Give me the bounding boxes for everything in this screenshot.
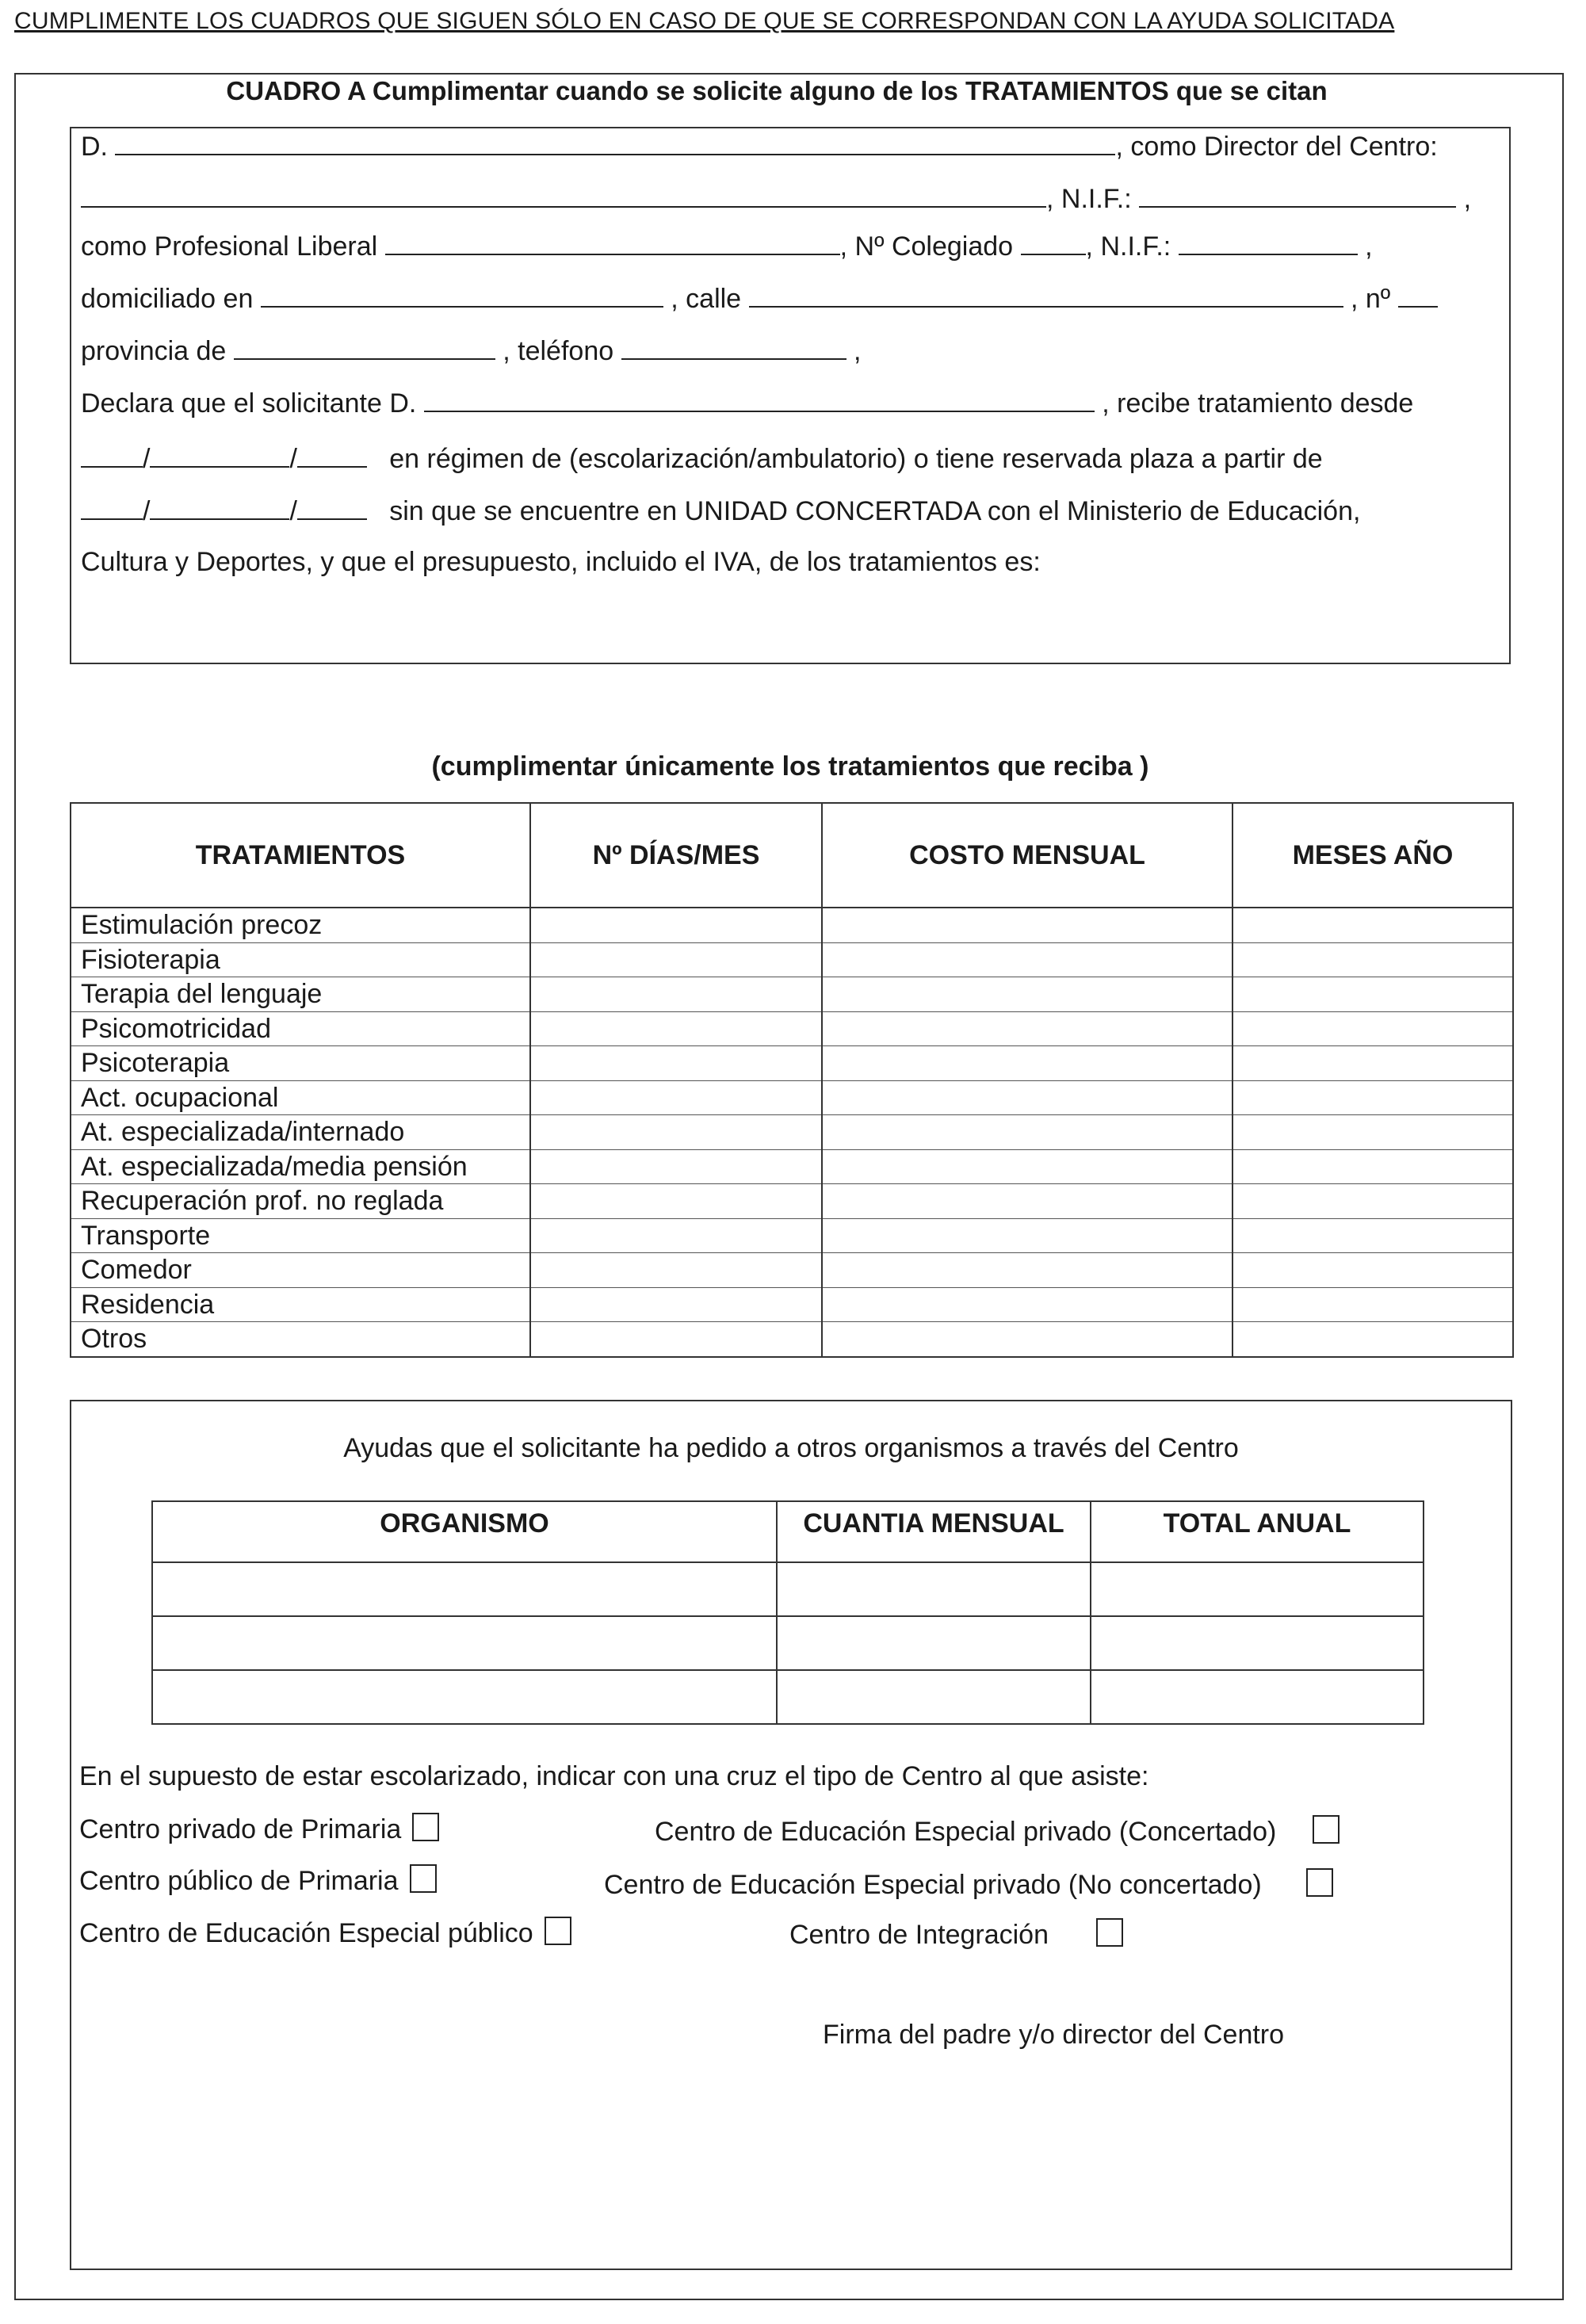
meses-cell[interactable] [1232,1115,1513,1150]
costo-cell[interactable] [822,1011,1232,1046]
dias-cell[interactable] [530,1322,822,1357]
table-row [71,942,1513,977]
label-calle: , calle [671,284,742,314]
table-row [152,1562,1424,1616]
unidad-concertada-text: sin que se encuentre en UNIDAD CONCERTADA con el Ministerio de Educación, [389,496,1361,526]
table-row [71,1080,1513,1115]
col-dias-mes: Nº DÍAS/MES [530,803,822,908]
option-ee-publico [79,1917,571,1949]
option-ee-concertado [655,1815,1340,1848]
treatment-name: Residencia [71,1287,530,1322]
costo-cell[interactable] [822,1046,1232,1081]
numero-field[interactable] [1398,284,1438,308]
dia-desde-field[interactable] [81,444,143,468]
colegiado-field[interactable] [1021,231,1086,255]
treatment-name: Terapia del lenguaje [71,977,530,1012]
centro-field[interactable] [81,184,1046,208]
table-row [71,1218,1513,1253]
treatment-name: Psicoterapia [71,1046,530,1081]
treatment-name: Estimulación precoz [71,908,530,942]
firma-label: Firma del padre y/o director del Centro [823,2020,1285,2050]
cuantia-cell[interactable] [777,1670,1091,1724]
provincia-field[interactable] [234,336,495,360]
costo-cell[interactable] [822,1287,1232,1322]
total-cell[interactable] [1091,1670,1424,1724]
meses-cell[interactable] [1232,942,1513,977]
dias-cell[interactable] [530,1046,822,1081]
costo-cell[interactable] [822,942,1232,977]
anio-plaza-field[interactable] [297,496,367,520]
label-recibe-tratamiento: , recibe tratamiento desde [1102,388,1414,419]
checkbox-ee-publico[interactable] [545,1917,571,1945]
dias-cell[interactable] [530,1253,822,1288]
col-costo-mensual: COSTO MENSUAL [822,803,1232,908]
table-row [71,1011,1513,1046]
organismos-header-row [152,1501,1424,1562]
treatment-name: Act. ocupacional [71,1080,530,1115]
meses-cell[interactable] [1232,908,1513,942]
col-meses-anio: MESES AÑO [1232,803,1513,908]
treatment-name: Otros [71,1322,530,1357]
meses-cell[interactable] [1232,1218,1513,1253]
meses-cell[interactable] [1232,1253,1513,1288]
dias-cell[interactable] [530,1011,822,1046]
costo-cell[interactable] [822,1115,1232,1150]
tratamientos-table [70,802,1514,1358]
table-row [71,1046,1513,1081]
costo-cell[interactable] [822,1253,1232,1288]
checkbox-publico-primaria[interactable] [410,1864,437,1893]
costo-cell[interactable] [822,1322,1232,1357]
label-nif: , N.I.F.: [1046,184,1132,214]
option-privado-primaria [79,1813,439,1845]
cuadro-a-title: CUADRO A Cumplimentar cuando se solicite alguno de los TRATAMIENTOS que se citan [226,76,1328,105]
nombre-director-field[interactable] [115,132,1115,155]
table-row [71,1253,1513,1288]
organismo-cell[interactable] [152,1616,777,1670]
meses-cell[interactable] [1232,1011,1513,1046]
meses-cell[interactable] [1232,1287,1513,1322]
option-ee-no-concertado [604,1868,1333,1901]
organismos-table [151,1500,1424,1725]
treatment-name: At. especializada/media pensión [71,1149,530,1184]
table-row [71,908,1513,942]
profesional-field[interactable] [385,231,840,255]
regimen-text: en régimen de (escolarización/ambulatorio) o tiene reservada plaza a partir de [389,444,1323,474]
dia-plaza-field[interactable] [81,496,143,520]
label-nif-2: , N.I.F.: [1085,231,1171,262]
mes-plaza-field[interactable] [150,496,289,520]
option-integracion [789,1918,1123,1951]
table-row [71,977,1513,1012]
dias-cell[interactable] [530,942,822,977]
domicilio-line [81,284,1438,315]
table-row [71,1184,1513,1219]
col-organismo: ORGANISMO [152,1501,777,1562]
tratamientos-subtitle: (cumplimentar únicamente los tratamientos que reciba ) [431,751,1149,782]
costo-cell[interactable] [822,1184,1232,1219]
costo-cell[interactable] [822,1218,1232,1253]
table-row [71,1149,1513,1184]
treatment-name: Psicomotricidad [71,1011,530,1046]
col-cuantia-mensual: CUANTIA MENSUAL [777,1501,1091,1562]
nif-profesional-field[interactable] [1179,231,1358,255]
meses-cell[interactable] [1232,977,1513,1012]
col-tratamientos: TRATAMIENTOS [71,803,530,908]
ayudas-title: Ayudas que el solicitante ha pedido a otros organismos a través del Centro [343,1433,1239,1463]
costo-cell[interactable] [822,1080,1232,1115]
nif-field[interactable] [1139,184,1456,208]
telefono-field[interactable] [621,336,847,360]
table-row [71,1115,1513,1150]
checkbox-integracion[interactable] [1096,1918,1123,1947]
page-header: CUMPLIMENTE LOS CUADROS QUE SIGUEN SÓLO EN CASO DE QUE SE CORRESPONDAN CON LA AYUDA SOLICITADA [14,8,1395,34]
option-label: Centro privado de Primaria [79,1814,402,1844]
option-label: Centro público de Primaria [79,1866,399,1896]
fecha-plaza-line: / / sin que se encuentre en UNIDAD CONCERTADA con el Ministerio de Educación, [81,496,1360,527]
table-row [71,1287,1513,1322]
treatment-name: Comedor [71,1253,530,1288]
dias-cell[interactable] [530,1218,822,1253]
provincia-line: provincia de , teléfono , [81,336,862,366]
tratamientos-header-row [71,803,1513,908]
dias-cell[interactable] [530,977,822,1012]
nif-line: , N.I.F.: , [81,184,1471,215]
costo-cell[interactable] [822,1149,1232,1184]
calle-field[interactable] [749,284,1343,308]
fecha-desde-line: / / en régimen de (escolarización/ambulatorio) o tiene reservada plaza a partir de [81,444,1323,475]
option-label: Centro de Educación Especial público [79,1918,533,1948]
profesional-line: como Profesional Liberal , Nº Colegiado , N.I.F.: , [81,231,1373,262]
label-d: D. [81,132,108,162]
cuadro-a-box [70,127,1511,664]
dias-cell[interactable] [530,1115,822,1150]
meses-cell[interactable] [1232,1046,1513,1081]
total-cell[interactable] [1091,1616,1424,1670]
label-numero: , nº [1351,284,1391,314]
dias-cell[interactable] [530,1184,822,1219]
treatment-name: Recuperación prof. no reglada [71,1184,530,1219]
checkbox-ee-no-concertado[interactable] [1306,1868,1333,1897]
dias-cell[interactable] [530,1080,822,1115]
domicilio-field[interactable] [261,284,663,308]
label-provincia: provincia de [81,336,227,366]
solicitante-field[interactable] [424,388,1095,412]
option-label: Centro de Educación Especial privado (No concertado) [604,1870,1262,1900]
meses-cell[interactable] [1232,1080,1513,1115]
meses-cell[interactable] [1232,1149,1513,1184]
label-director-centro: , como Director del Centro: [1115,132,1438,162]
table-row [152,1616,1424,1670]
treatment-name: Fisioterapia [71,942,530,977]
presupuesto-line: Cultura y Deportes, y que el presupuesto, incluido el IVA, de los tratamientos es: [81,547,1041,577]
total-cell[interactable] [1091,1562,1424,1616]
label-profesional-liberal: como Profesional Liberal [81,231,378,262]
organismo-cell[interactable] [152,1562,777,1616]
checkbox-ee-concertado[interactable] [1313,1815,1340,1844]
label-colegiado: , Nº Colegiado [839,231,1014,262]
solicitante-line [81,388,1413,419]
col-total-anual: TOTAL ANUAL [1091,1501,1424,1562]
table-row [152,1670,1424,1724]
director-line [81,132,1438,162]
option-publico-primaria [79,1864,437,1897]
table-row [71,1322,1513,1357]
cuantia-cell[interactable] [777,1562,1091,1616]
cuantia-cell[interactable] [777,1616,1091,1670]
meses-cell[interactable] [1232,1322,1513,1357]
treatment-name: At. especializada/internado [71,1115,530,1150]
option-label: Centro de Integración [789,1920,1049,1950]
label-telefono: , teléfono [503,336,614,366]
meses-cell[interactable] [1232,1184,1513,1219]
checkbox-privado-primaria[interactable] [412,1813,439,1841]
anio-desde-field[interactable] [297,444,367,468]
label-solicitante: Declara que el solicitante D. [81,388,417,419]
option-label: Centro de Educación Especial privado (Concertado) [655,1817,1277,1847]
treatment-name: Transporte [71,1218,530,1253]
costo-cell[interactable] [822,908,1232,942]
dias-cell[interactable] [530,1149,822,1184]
dias-cell[interactable] [530,908,822,942]
centro-instruction: En el supuesto de estar escolarizado, indicar con una cruz el tipo de Centro al que asiste: [79,1761,1149,1791]
dias-cell[interactable] [530,1287,822,1322]
costo-cell[interactable] [822,977,1232,1012]
mes-desde-field[interactable] [150,444,289,468]
label-domiciliado: domiciliado en [81,284,254,314]
organismo-cell[interactable] [152,1670,777,1724]
